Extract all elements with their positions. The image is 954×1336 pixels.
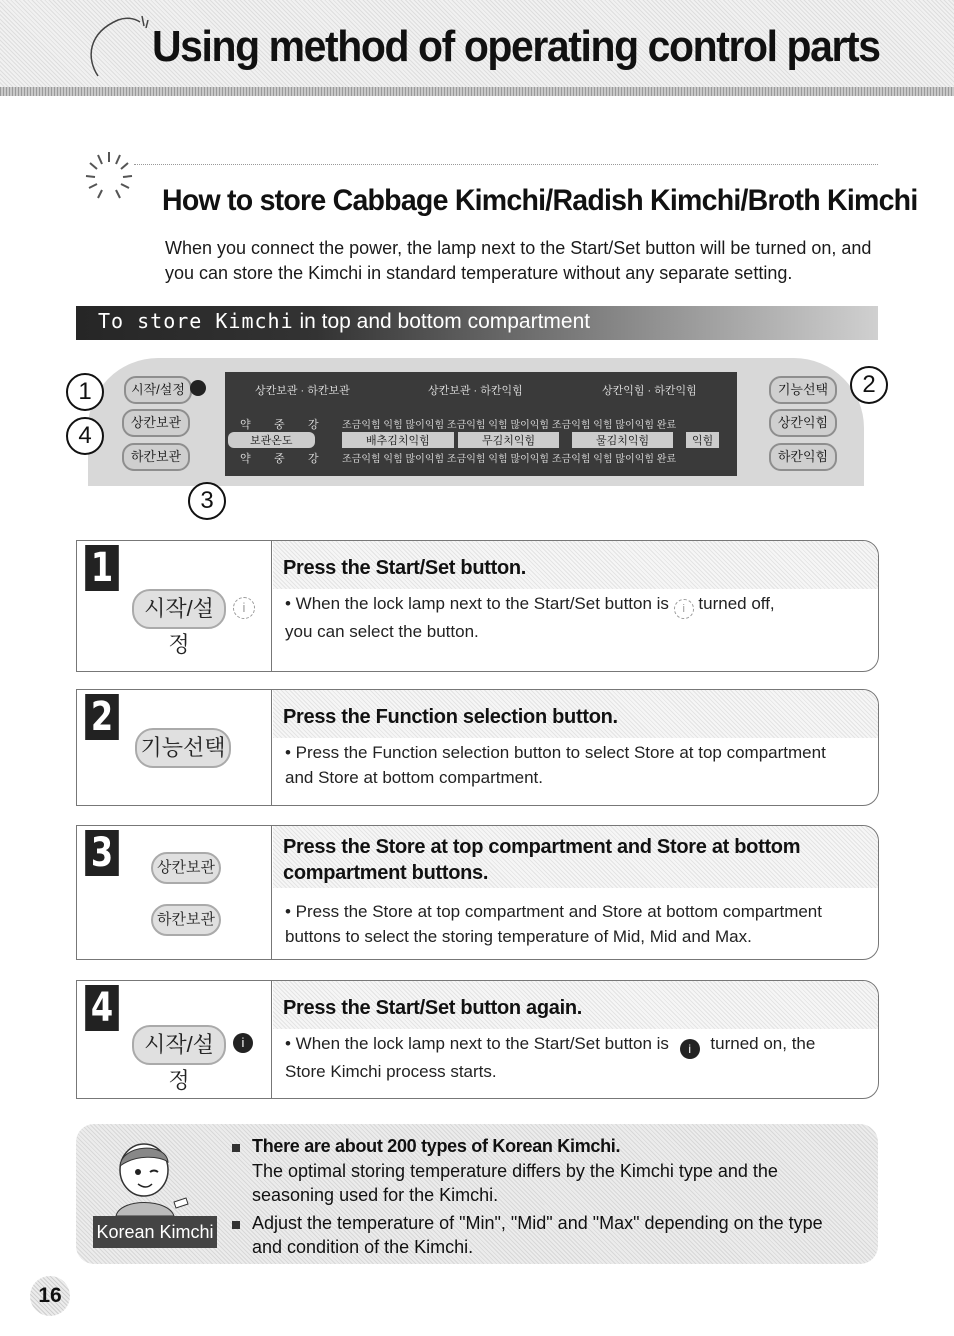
step-3-text-a: • Press the Store at top compartment and Store at bottom compartment [285,902,822,921]
panel-ripen-row-top: 조금익힘 익힘 많이익힘 조금익힘 익힘 많이익힘 조금익힘 익힘 많이익힘 완료 [342,420,677,431]
step-4-box [76,980,879,1099]
page-number: 16 [30,1276,70,1316]
panel-ripen-bottom-button[interactable]: 하칸익힘 [769,443,837,471]
panel-ripen-top-button[interactable]: 상칸익힘 [769,409,837,437]
step-3-store-bottom-button[interactable]: 하칸보관 [151,904,221,936]
panel-level-mid: 중 [274,419,285,431]
step-1-text [285,591,855,644]
step-3-text [285,899,855,949]
step-1-title: Press the Start/Set button. [283,557,527,579]
panel-ripen-row-bottom: 조금익힘 익힘 많이익힘 조금익힘 익힘 많이익힘 조금익힘 익힘 많이익힘 완료 [342,454,677,465]
step-4-text [285,1031,855,1084]
tip-bullet-1-icon [232,1144,240,1152]
panel-mode-3: 상칸익힘 · 하칸익힘 [602,385,697,397]
banner-mono-text: To store Kimchi [98,309,294,333]
step-2-text-a: • Press the Function selection button to select Store at top compartment [285,743,826,762]
panel-level-high-2: 강 [308,453,319,465]
tip-line-3: seasoning used for the Kimchi. [252,1185,499,1205]
step-4-text-a: • When the lock lamp next to the Start/Set button is [285,1034,669,1053]
step-2-text [285,740,855,790]
panel-storage-temp: 보관온도 [228,432,315,448]
callout-3: 3 [188,482,226,520]
step-4-title: Press the Start/Set button again. [283,997,583,1019]
callout-1: 1 [66,373,104,411]
burst-icon [80,148,138,206]
step-1-number: 1 [85,545,119,591]
subsection-banner-text [98,309,590,334]
step-1-text-b: turned off, [698,594,775,613]
step-1-divider [271,541,272,671]
panel-level-low: 약 [240,419,251,431]
panel-kimchi-ripen: 익힘 [686,432,719,448]
panel-level-mid-2: 중 [274,453,285,465]
step-1-start-set-button[interactable]: 시작/설정 [132,589,226,629]
panel-kimchi-broth: 물김치익힘 [572,432,673,448]
tip-line-1: There are about 200 types of Korean Kimchi. [252,1136,621,1156]
step-3-store-top-button[interactable]: 상칸보관 [151,852,221,884]
step-4-text-c: Store Kimchi process starts. [285,1062,497,1081]
step-3-number: 3 [85,830,119,876]
step-3-title [283,834,800,886]
banner-rest-text: in top and bottom compartment [293,310,591,333]
panel-store-bottom-button[interactable]: 하칸보관 [122,443,190,471]
tip-line-5: and condition of the Kimchi. [252,1237,474,1257]
step-4-number: 4 [85,985,119,1031]
step-2-text-c: and Store at bottom compartment. [285,768,543,787]
step-3-text-c: buttons to select the storing temperature of Mid, Mid and Max. [285,927,752,946]
chef-character-icon [96,1136,196,1220]
header-rule [0,87,954,96]
step-2-number: 2 [85,694,119,740]
callout-2: 2 [850,366,888,404]
panel-store-top-button[interactable]: 상칸보관 [122,409,190,437]
step-4-divider [271,981,272,1098]
step-3-title-a: Press the Store at top compartment and Store at bottom [283,836,801,858]
step-2-box [76,689,879,806]
panel-mode-2: 상칸보관 · 하칸익힘 [428,385,523,397]
step-1-text-c: you can select the button. [285,622,479,641]
step-1-lock-off-icon: i [233,597,255,619]
step-4-start-set-button[interactable]: 시작/설정 [132,1025,226,1065]
step-3-divider [271,826,272,959]
step-2-function-select-button[interactable]: 기능선택 [135,728,231,768]
intro-paragraph: When you connect the power, the lamp next to the Start/Set button will be turned on, and you can store the Kimchi in standard temperature without any separate setting. [165,238,872,283]
panel-mode-1: 상칸보관 · 하칸보관 [255,385,350,397]
tip-bullet-2-icon [232,1221,240,1229]
lock-lamp-off-icon: i [674,599,694,619]
panel-kimchi-radish: 무김치익힘 [458,432,559,448]
header-decoration-icon [78,8,158,78]
section-divider [134,164,878,165]
step-3-box [76,825,879,960]
panel-level-low-2: 약 [240,453,251,465]
panel-lock-lamp-icon [190,380,206,396]
panel-kimchi-cabbage: 배추김치익힘 [342,432,454,448]
panel-level-high: 강 [308,419,319,431]
section-title: How to store Cabbage Kimchi/Radish Kimchi/Broth Kimchi [162,184,918,217]
step-4-lock-on-icon: i [233,1033,253,1053]
step-4-text-b: turned on, the [710,1034,816,1053]
step-1-box [76,540,879,672]
step-3-title-b: compartment buttons. [283,862,489,884]
step-1-text-a: • When the lock lamp next to the Start/Set button is [285,594,669,613]
lock-lamp-on-icon: i [680,1039,700,1059]
tip-line-2: The optimal storing temperature differs by the Kimchi type and the [252,1161,778,1181]
tip-line-4: Adjust the temperature of "Min", "Mid" and "Max" depending on the type [252,1213,823,1233]
step-2-title: Press the Function selection button. [283,706,618,728]
page-header-title: Using method of operating control parts [152,22,880,71]
tip-label: Korean Kimchi [93,1216,217,1248]
panel-start-set-button[interactable]: 시작/설정 [124,376,192,404]
callout-4: 4 [66,417,104,455]
step-2-divider [271,690,272,805]
panel-function-select-button[interactable]: 기능선택 [769,376,837,404]
